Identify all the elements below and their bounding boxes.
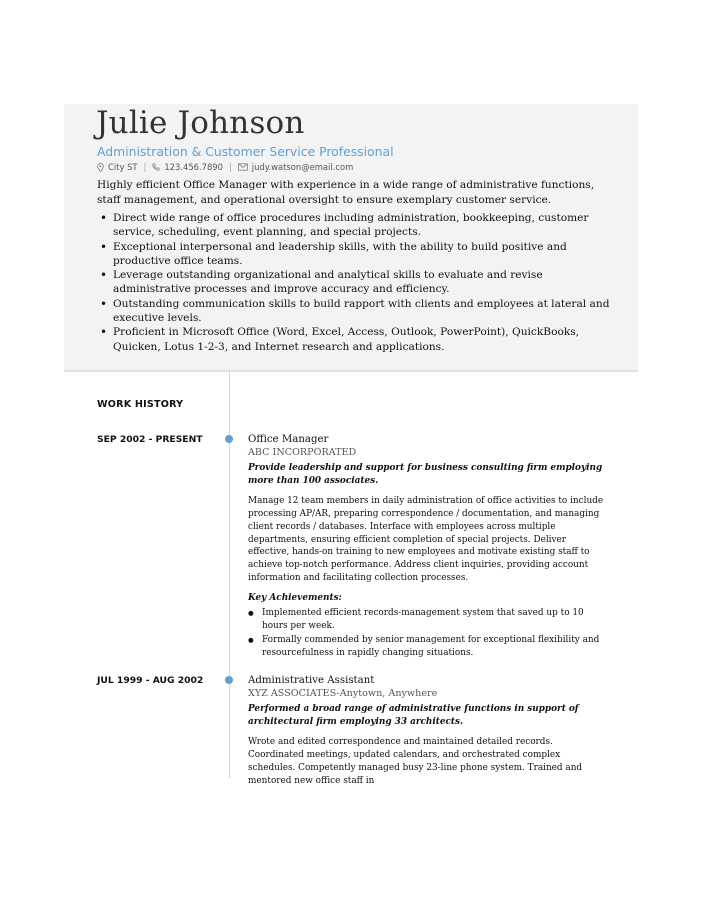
skills-list <box>97 211 617 354</box>
achievement-item: ● Implemented efficient records-management system that saved up to 10 hours per week. <box>248 607 610 633</box>
contact-divider: | <box>228 162 232 172</box>
company-name: ABC INCORPORATED <box>248 447 357 458</box>
job-title: Office Manager <box>248 434 329 445</box>
job-title: Administrative Assistant <box>248 675 375 686</box>
job-entry <box>248 674 610 787</box>
achievements-list <box>248 607 610 660</box>
achievement-item: ● Formally commended by senior management for exceptional flexibility and resourcefulness in rapidly changing situations. <box>248 634 610 660</box>
skill-item: • Direct wide range of office procedures including administration, bookkeeping, customer service, scheduling, event planning, and special projects. <box>97 211 617 240</box>
resume-header <box>64 104 638 370</box>
job-entry <box>248 433 610 661</box>
email-text: judy.watson@email.com <box>251 162 354 172</box>
key-achievements-label: Key Achievements: <box>248 593 342 604</box>
location-pin-icon <box>97 163 104 172</box>
skill-item: • Leverage outstanding organizational and analytical skills to evaluate and revise administrative processes and improve accuracy and efficiency. <box>97 268 617 297</box>
summary-paragraph: Highly efficient Office Manager with experience in a wide range of administrative functions, staff management, and operational oversight to ensure exemplary customer service. <box>97 179 595 206</box>
timeline-dot <box>225 676 233 684</box>
professional-title: Administration & Customer Service Professional <box>97 144 394 159</box>
job-date: JUL 1999 - AUG 2002 <box>97 675 204 686</box>
candidate-name: Julie Johnson <box>96 105 305 141</box>
job-intro: Provide leadership and support for business consulting firm employing more than 100 associates. <box>248 463 603 486</box>
email-icon <box>238 163 248 171</box>
work-history-heading: WORK HISTORY <box>97 399 184 410</box>
phone-icon <box>152 163 160 171</box>
timeline-line <box>229 372 230 778</box>
header-divider <box>64 370 638 372</box>
location-text: City ST <box>108 162 138 172</box>
job-description: Wrote and edited correspondence and maintained detailed records. Coordinated meetings, updated calendars, and orchestrated complex schedules. Competently managed busy 23-line phone system. Trained and mentored new office staff in <box>248 736 583 786</box>
contact-divider: | <box>143 162 147 172</box>
contact-line <box>97 162 353 172</box>
job-description: Manage 12 team members in daily administration of office activities to include processing AP/AR, preparing correspondence / documentation, and managing client records / databases. Interface with employees across multiple departments, ensuring efficient completion of special projects. Deliver effective, hands-on training to new employees and motivate existing staff to achieve top-notch performance. Address client inquiries, providing account information and facilitating collection processes. <box>248 495 604 584</box>
skill-item: • Proficient in Microsoft Office (Word, Excel, Access, Outlook, PowerPoint), QuickBooks, Quicken, Lotus 1-2-3, and Internet research and applications. <box>97 325 617 354</box>
phone-text: 123.456.7890 <box>164 162 223 172</box>
timeline-dot <box>225 435 233 443</box>
job-intro: Performed a broad range of administrative functions in support of architectural firm employing 33 architects. <box>248 704 579 727</box>
company-name: XYZ ASSOCIATES-Anytown, Anywhere <box>248 688 438 699</box>
skill-item: • Outstanding communication skills to build rapport with clients and employees at lateral and executive levels. <box>97 297 617 326</box>
job-date: SEP 2002 - PRESENT <box>97 434 203 445</box>
skill-item: • Exceptional interpersonal and leadership skills, with the ability to build positive and productive office teams. <box>97 240 617 269</box>
